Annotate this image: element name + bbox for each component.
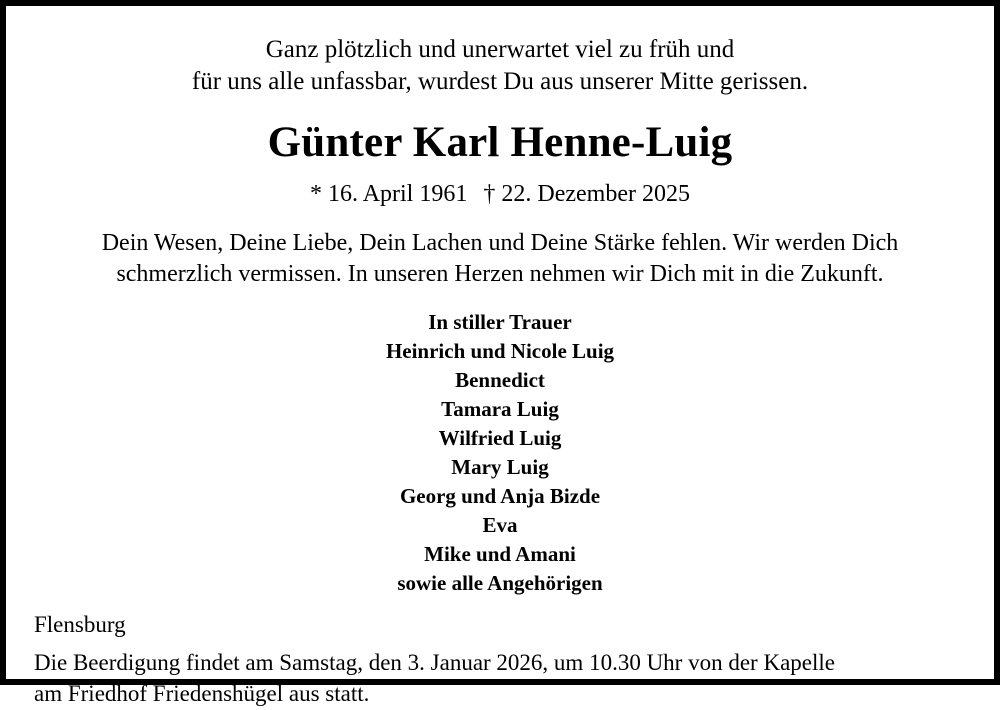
mourner-line: Georg und Anja Bizde	[399, 484, 601, 509]
mourner-line: Tamara Luig	[441, 397, 559, 422]
birth-date: * 16. April 1961	[310, 181, 468, 207]
funeral-line-1: Die Beerdigung findet am Samstag, den 3. Januar 2026, um 10.30 Uhr von der Kapelle	[34, 650, 835, 676]
mourner-line: Bennedict	[455, 368, 545, 393]
intro-line-2: für uns alle unfassbar, wurdest Du aus unserer Mitte gerissen.	[191, 68, 809, 95]
mourner-line: Mary Luig	[451, 455, 549, 480]
mourner-line: Wilfried Luig	[438, 426, 562, 451]
deceased-name: Günter Karl Henne-Luig	[267, 119, 733, 166]
mourner-line: Mike und Amani	[424, 542, 576, 567]
place-name: Flensburg	[34, 612, 126, 638]
funeral-line-2: am Friedhof Friedenshügel aus statt.	[34, 680, 370, 706]
verse-line-1: Dein Wesen, Deine Liebe, Dein Lachen und Deine Stärke fehlen. Wir werden Dich	[101, 230, 899, 256]
funeral-details	[32, 648, 968, 710]
mourners-list	[32, 308, 968, 598]
verse-line-2: schmerzlich vermissen. In unseren Herzen nehmen wir Dich mit in die Zukunft.	[116, 261, 884, 288]
mourner-line: Heinrich und Nicole Luig	[385, 339, 615, 364]
memorial-verse	[32, 228, 968, 290]
mourner-line: sowie alle Angehörigen	[397, 571, 603, 596]
mourner-line: Eva	[482, 513, 518, 538]
intro-line-1: Ganz plötzlich und unerwartet viel zu früh und	[265, 36, 735, 63]
mourner-line: In stiller Trauer	[428, 310, 572, 335]
intro-text	[32, 34, 968, 98]
life-dates	[32, 181, 968, 208]
death-date: † 22. Dezember 2025	[483, 181, 690, 207]
